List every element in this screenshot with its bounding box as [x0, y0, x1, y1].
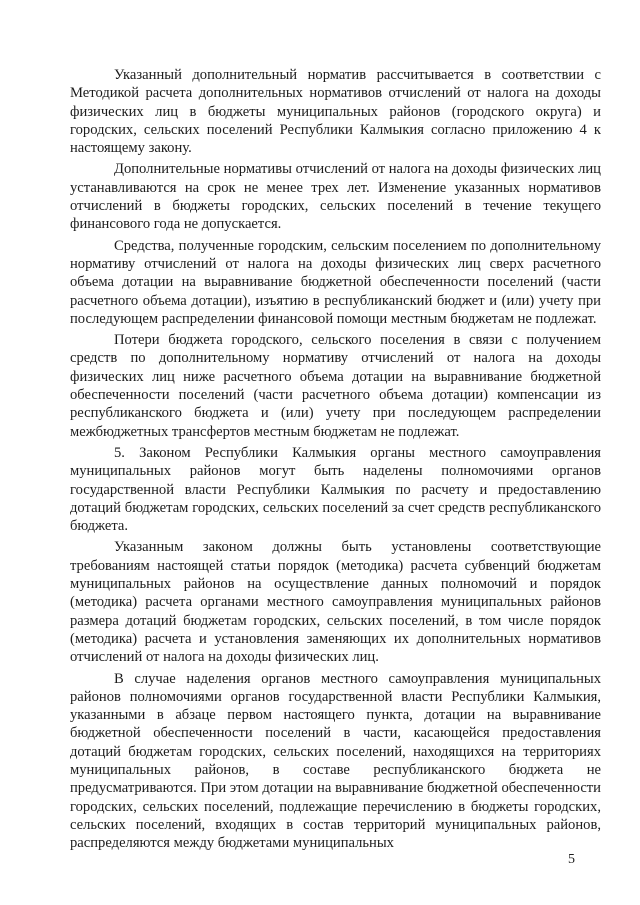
- paragraph-7: В случае наделения органов местного самоуправления муниципальных районов полномочиями органов государственной власти Республики Калмыкия, указанными в абзаце первом настоящего пункта, дотации на выравнивание бюджетной обеспеченности поселений в части, касающейся предоставления дотаций бюджетам городских, сельских поселений, находящихся на территориях муниципальных районов, в составе республиканского бюджета не предусматриваются. При этом дотации на выравнивание бюджетной обеспеченности городских, сельских поселений, подлежащие перечислению в бюджеты городских, сельских поселений, входящих в состав территорий муниципальных районов, распределяются между бюджетами муниципальных: [70, 670, 601, 852]
- paragraph-5: 5. Законом Республики Калмыкия органы местного самоуправления муниципальных районов могут быть наделены полномочиями органов государственной власти Республики Калмыкия по расчету и предоставлению дотаций бюджетам городских, сельских поселений за счет средств республиканского бюджета.: [70, 444, 601, 535]
- page-number: 5: [568, 852, 575, 867]
- paragraph-6: Указанным законом должны быть установлены соответствующие требованиям настоящей статьи порядок (методика) расчета субвенций бюджетам муниципальных районов на осуществление данных полномочий и порядок (методика) расчета органами местного самоуправления муниципальных районов размера дотаций бюджетам городских, сельских поселений, в том числе порядок (методика) расчета и установления заменяющих их дополнительных нормативов отчислений от налога на доходы физических лиц.: [70, 539, 601, 666]
- paragraph-2: Дополнительные нормативы отчислений от налога на доходы физических лиц устанавливаются на срок не менее трех лет. Изменение указанных нормативов отчислений в бюджеты городских, сельских поселений в течение текущего финансового года не допускается.: [70, 161, 601, 233]
- document-body: [70, 66, 601, 855]
- paragraph-4: Потери бюджета городского, сельского поселения в связи с получением средств по дополнительному нормативу отчислений от налога на доходы физических лиц ниже расчетного объема дотации на выравнивание бюджетной обеспеченности поселений (части расчетного объема дотации) компенсации из республиканского бюджета и (или) учету при последующем распределении межбюджетных трансфертов местным бюджетам не подлежат.: [70, 332, 601, 440]
- paragraph-3: Средства, полученные городским, сельским поселением по дополнительному нормативу отчислений от налога на доходы физических лиц сверх расчетного объема дотации на выравнивание бюджетной обеспеченности поселений (части расчетного объема дотации), изъятию в республиканский бюджет и (или) учету при последующем распределении финансовой помощи местным бюджетам не подлежат.: [70, 237, 601, 327]
- paragraph-1: Указанный дополнительный норматив рассчитывается в соответствии с Методикой расчета дополнительных нормативов отчислений от налога на доходы физических лиц в бюджеты муниципальных районов (городского округа) и городских, сельских поселений Республики Калмыкия согласно приложению 4 к настоящему закону.: [70, 67, 601, 157]
